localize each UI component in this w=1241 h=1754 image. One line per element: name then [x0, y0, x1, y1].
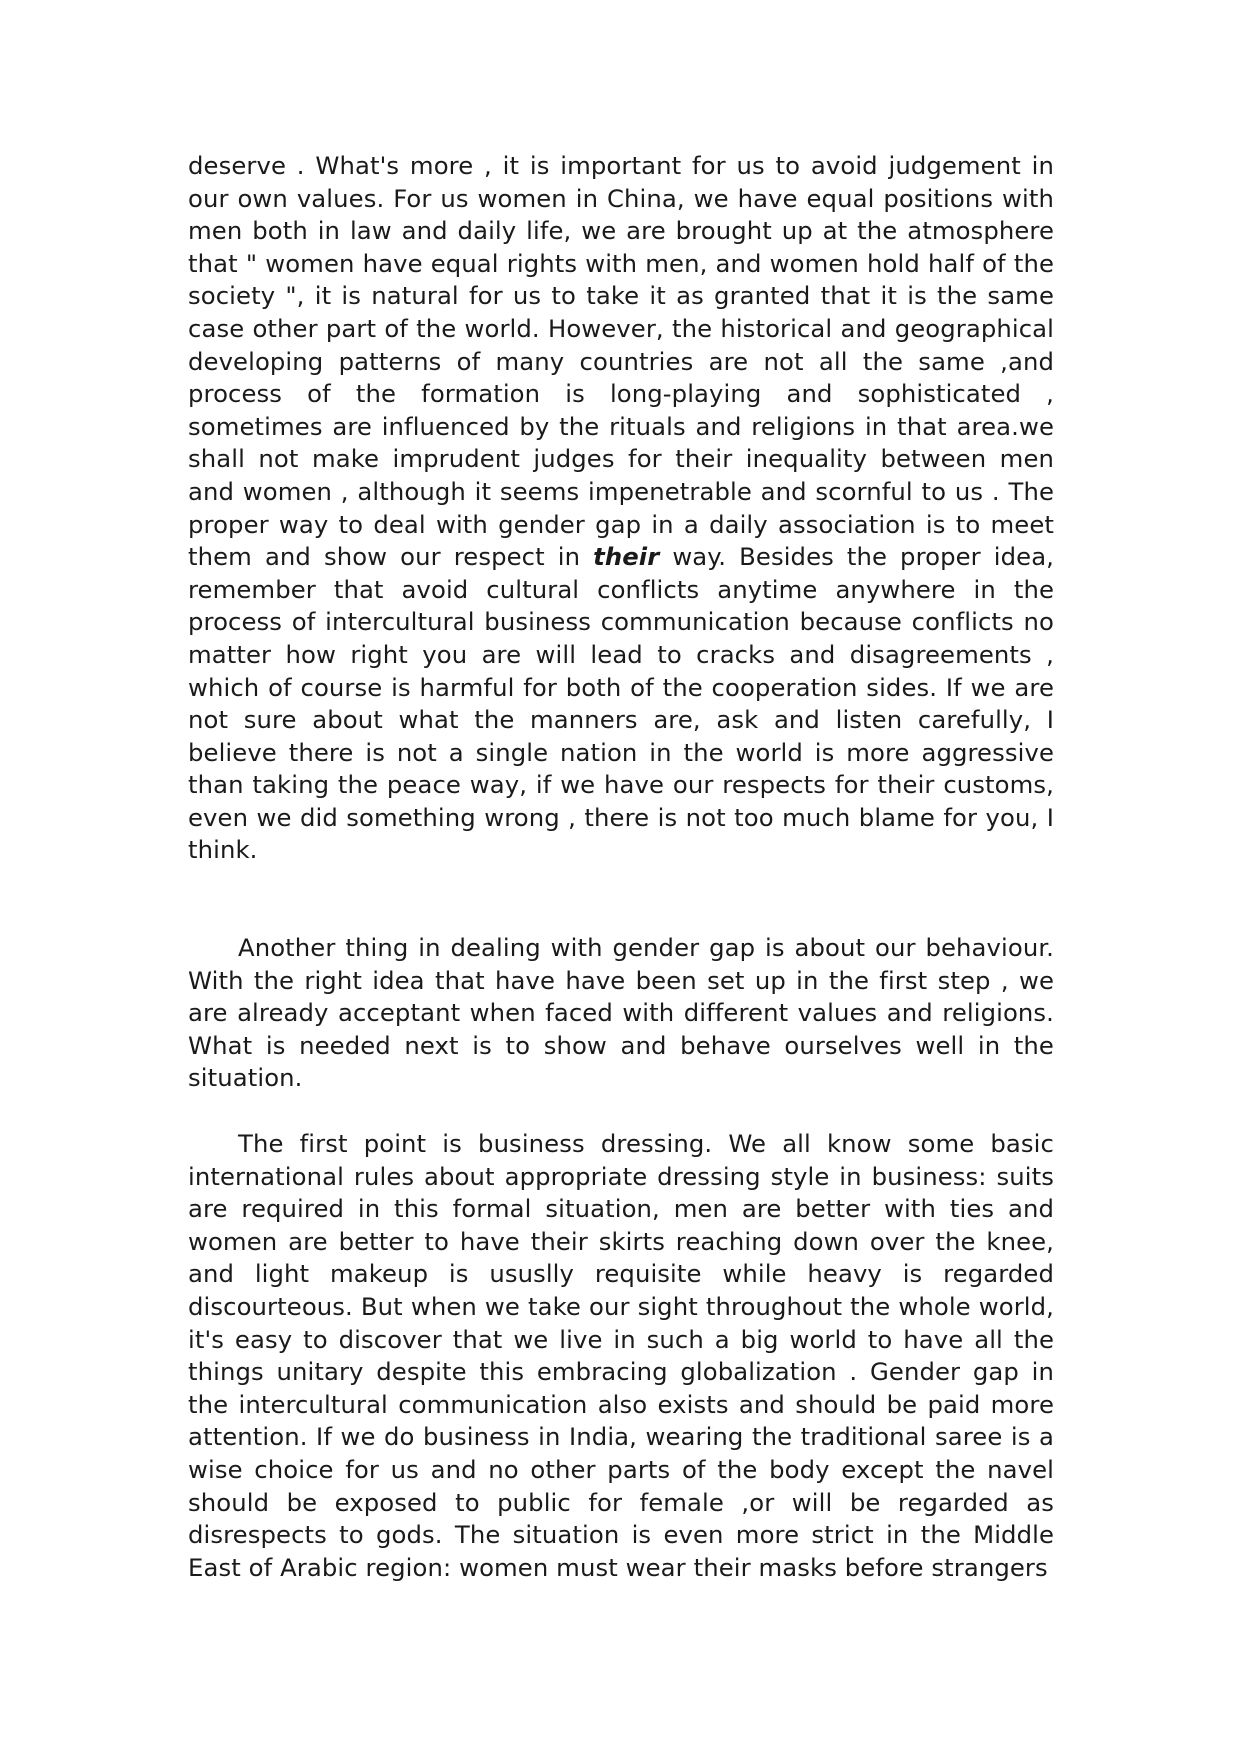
paragraph-text-part-b: way. Besides the proper idea, remember that avoid cultural conflicts anytime anywhere in the process of intercultural business communication because conflicts no matter how right you are will lead to cracks and disagreements , which of course is harmful for both of the cooperation sides. If we are not sure about what the manners are, ask and listen carefully, I believe there is not a single nation in the world is more aggressive than taking the peace way, if we have our respects for their customs, even we did something wrong , there is not too much blame for you, I think.: [188, 542, 1055, 865]
paragraph-respect-customs: [188, 150, 1054, 867]
paragraph-behaviour: Another thing in dealing with gender gap is about our behaviour. With the right idea that have have been set up in the first step , we are already acceptant when faced with different values and religions. What is needed next is to show and behave ourselves well in the situation.: [188, 933, 1054, 1093]
document-body: [188, 150, 1054, 1584]
paragraph-spacer: [188, 867, 1054, 932]
paragraph-business-dressing: The first point is business dressing. We all know some basic international rules about appropriate dressing style in business: suits are required in this formal situation, men are better with ties and women are better to have their skirts reaching down over the knee, and light makeup is ususlly requisite while heavy is regarded discourteous. But when we take our sight throughout the whole world, it's easy to discover that we live in such a big world to have all the things unitary despite this embracing globalization . Gender gap in the intercultural communication also exists and should be paid more attention. If we do business in India, wearing the traditional saree is a wise choice for us and no other parts of the body except the navel should be exposed to public for female ,or will be regarded as disrespects to gods. The situation is even more strict in the Middle East of Arabic region: women must wear their masks before strangers: [188, 1129, 1054, 1582]
paragraph-spacer: [188, 1095, 1054, 1128]
paragraph-text-part-a: deserve . What's more , it is important for us to avoid judgement in our own values. For us women in China, we have equal positions with men both in law and daily life, we are brought up at the atmosphere that " women have equal rights with men, and women hold half of the society ", it is natural for us to take it as granted that it is the same case other part of the world. However, the historical and geographical developing patterns of many countries are not all the same ,and process of the formation is long-playing and sophisticated , sometimes are influenced by the rituals and religions in that area.we shall not make imprudent judges for their inequality between men and women , although it seems impenetrable and scornful to us . The proper way to deal with gender gap in a daily association is to meet them and show our respect in: [188, 151, 1054, 572]
emphasized-word: their: [593, 542, 660, 572]
